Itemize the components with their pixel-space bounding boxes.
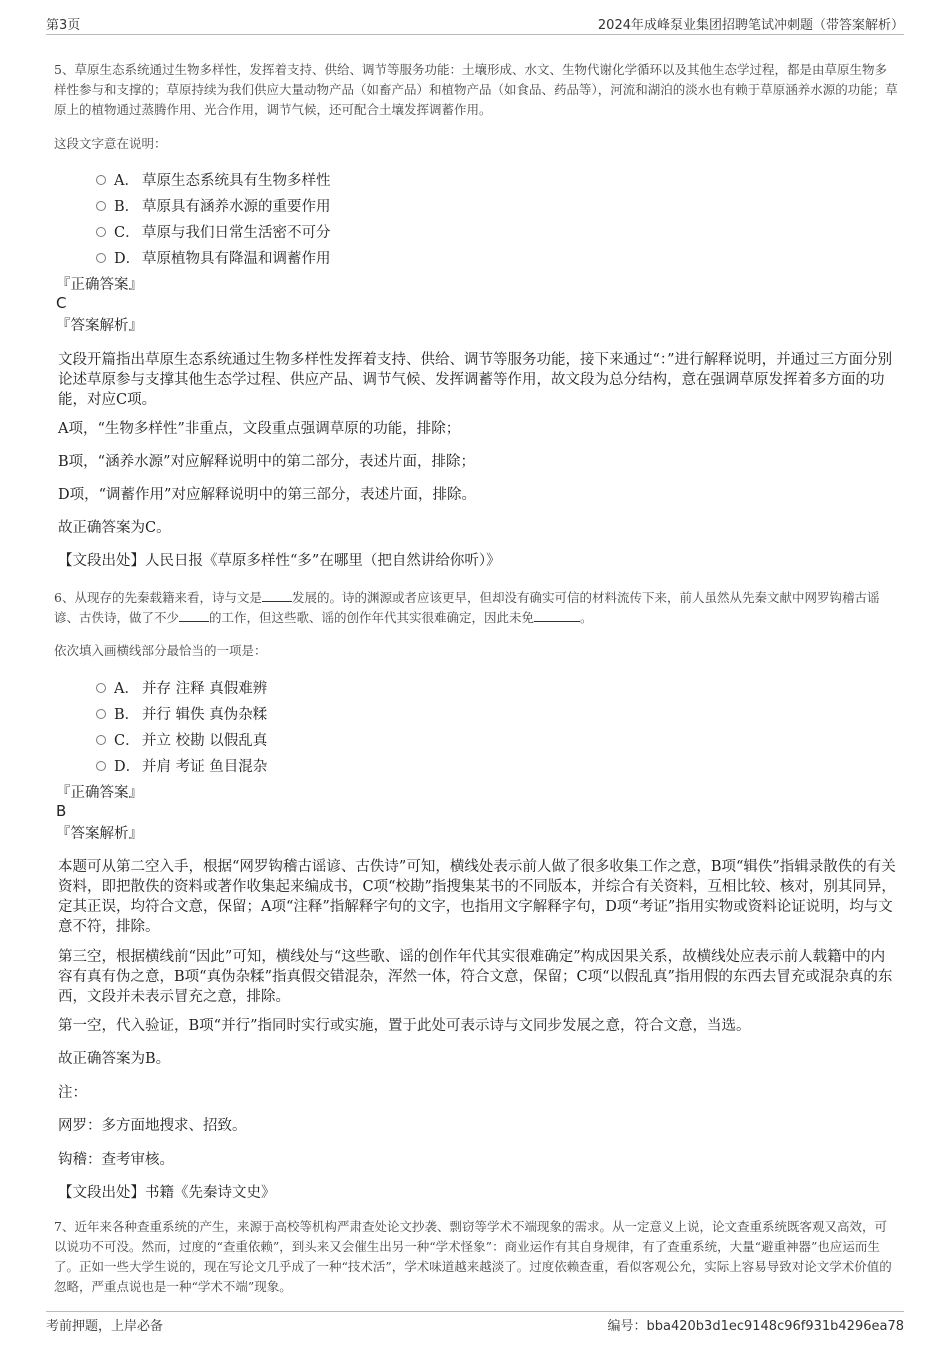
- q6-prompt: 依次填入画横线部分最恰当的一项是：: [54, 643, 267, 658]
- q5-analysis-paragraph: B项，“涵养水源”对应解释说明中的第二部分，表述片面，排除；: [58, 454, 475, 470]
- q6-analysis-paragraph: 注：: [58, 1085, 87, 1101]
- radio-icon[interactable]: [96, 175, 106, 185]
- q6-option-c[interactable]: C． 并立 校勘 以假乱真: [96, 729, 267, 750]
- q5-source: 【文段出处】人民日报《草原多样性“多”在哪里（把自然讲给你听）》: [58, 553, 501, 569]
- q6-analysis-paragraph: 本题可从第二空入手，根据“网罗钩稽古谣谚、古佚诗”可知，横线处表示前人做了很多收集工作之意，B项“辑佚”指辑录散佚的有关资料，即把散佚的资料或著作收集起来编成书，C项“校勘”指搜集某书的不同版本，并综合有关资料，互相比较、核对，别其同异，定其正误，均符合文意，保留；A项“注释”指解释字句的文字，也指用文字解释字句，D项“考证”指用实物或资料论证说明，均与文意不符，排除。: [58, 859, 896, 935]
- fill-blank: [262, 589, 292, 602]
- q7-question-text: 7、近年来各种查重系统的产生，来源于高校等机构严肃查处论文抄袭、剽窃等学术不端现象的需求。从一定意义上说，论文查重系统既客观又高效，可以说功不可没。然而，过度的“查重依赖”，到头来又会催生出另一种“学术怪象”：商业运作有其自身规律，有了查重系统，大量“避重神器”也应运而生了。正如一些大学生说的，现在写论文几乎成了一种“技术活”，学术味道越来越淡了。过度依赖查重，看似客观公允，实际上容易导致对论文学术价值的忽略，严重点说也是一种“学术不端”现象。: [54, 1219, 892, 1294]
- q5-option-b[interactable]: B． 草原具有涵养水源的重要作用: [96, 195, 331, 216]
- page-header: [46, 12, 904, 35]
- document-title: 2024年成峰泵业集团招聘笔试冲刺题（带答案解析）: [597, 18, 904, 33]
- q5-analysis-paragraph: D项，“调蓄作用”对应解释说明中的第三部分，表述片面，排除。: [58, 487, 476, 503]
- radio-icon[interactable]: [96, 735, 106, 745]
- q6-analysis-paragraph: 第一空，代入验证，B项“并行”指同时实行或实施，置于此处可表示诗与文同步发展之意，符合文意，当选。: [58, 1018, 751, 1034]
- fill-blank: [534, 609, 580, 622]
- radio-icon[interactable]: [96, 253, 106, 263]
- q5-analysis-paragraph: A项，“生物多样性”非重点，文段重点强调草原的功能，排除；: [58, 421, 461, 437]
- q6-option-b[interactable]: B． 并行 辑佚 真伪杂糅: [96, 703, 267, 724]
- q5-option-c[interactable]: C． 草原与我们日常生活密不可分: [96, 221, 331, 242]
- q6-analysis-paragraph: 故正确答案为B。: [58, 1051, 171, 1067]
- q5-prompt: 这段文字意在说明：: [54, 136, 167, 151]
- q5-answer: C: [56, 294, 67, 312]
- radio-icon[interactable]: [96, 709, 106, 719]
- page-number: 第3页: [46, 18, 81, 33]
- document-id: 编号：bba420b3d1ec9148c96f931b4296ea78: [607, 1319, 904, 1334]
- q6-analysis-label: 『答案解析』: [56, 826, 143, 842]
- q6-analysis-paragraph: 第三空，根据横线前“因此”可知，横线处与“这些歌、谣的创作年代其实很难确定”构成因果关系，故横线处应表示前人载籍中的内容有真有伪之意，B项“真伪杂糅”指真假交错混杂，浑然一体，符合文意，保留；C项“以假乱真”指用假的东西去冒充或混杂真的东西，文段并未表示冒充之意，排除。: [58, 949, 893, 1005]
- radio-icon[interactable]: [96, 201, 106, 211]
- radio-icon[interactable]: [96, 227, 106, 237]
- radio-icon[interactable]: [96, 761, 106, 771]
- q5-option-a[interactable]: A． 草原生态系统具有生物多样性: [96, 169, 331, 190]
- footer-slogan: 考前押题，上岸必备: [46, 1319, 164, 1334]
- q6-option-d[interactable]: D． 并肩 考证 鱼目混杂: [96, 755, 267, 776]
- q6-analysis-paragraph: 网罗：多方面地搜求、招致。: [58, 1118, 247, 1134]
- q5-question-text: 5、草原生态系统通过生物多样性，发挥着支持、供给、调节等服务功能：土壤形成、水文、生物代谢化学循环以及其他生态学过程，都是由草原生物多样性参与和支撑的；草原持续为我们供应大量动物产品（如畜产品）和植物产品（如食品、药品等），河流和湖泊的淡水也有赖于草原涵养水源的功能；草原上的植物通过蒸腾作用、光合作用，调节气候，还可配合土壤发挥调蓄作用。: [54, 62, 898, 117]
- q5-analysis-label: 『答案解析』: [56, 318, 143, 334]
- q5-answer-label: 『正确答案』: [56, 277, 143, 293]
- q5-option-d[interactable]: D． 草原植物具有降温和调蓄作用: [96, 247, 331, 268]
- fill-blank: [179, 609, 209, 622]
- q5-analysis-paragraph: 文段开篇指出草原生态系统通过生物多样性发挥着支持、供给、调节等服务功能，接下来通过“：”进行解释说明，并通过三方面分别论述草原参与支撑其他生态学过程、供应产品、调节气候、发挥调蓄等作用，故文段为总分结构，意在强调草原发挥着多方面的功能，对应C项。: [58, 352, 893, 408]
- q6-answer-label: 『正确答案』: [56, 785, 143, 801]
- q6-option-a[interactable]: A． 并存 注释 真假难辨: [96, 677, 267, 698]
- q6-source: 【文段出处】书籍《先秦诗文史》: [58, 1185, 276, 1201]
- q5-analysis-paragraph: 故正确答案为C。: [58, 520, 171, 536]
- q6-answer: B: [56, 802, 67, 820]
- page-footer: [46, 1311, 904, 1334]
- radio-icon[interactable]: [96, 683, 106, 693]
- q6-question-text: 6、从现存的先秦载籍来看，诗与文是 发展的。诗的渊源或者应该更早，但却没有确实可信的材料流传下来，前人虽然从先秦文献中网罗钩稽古谣谚、古佚诗，做了不少 的工作，但这些歌、谣的创作年代其实很难确定，因此未免 。: [54, 590, 880, 625]
- q6-analysis-paragraph: 钩稽：查考审核。: [58, 1152, 174, 1168]
